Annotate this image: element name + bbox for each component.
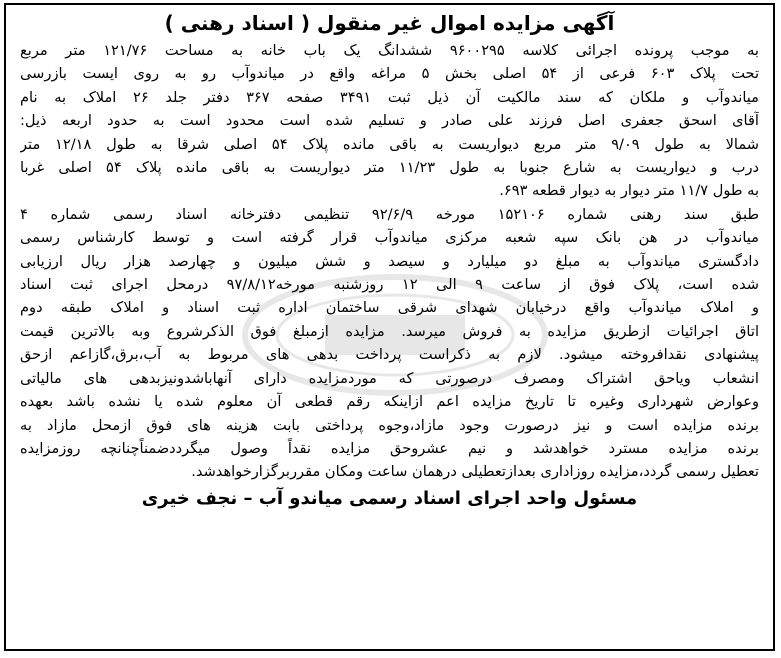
paragraph-2-line: طبق سند رهنی شماره ۱۵۲۱۰۶ مورخه ۹۲/۶/۹ تنظیمی دفترخانه اسناد رسمی شماره ۴ <box>20 205 759 223</box>
notice-paragraph-2 <box>20 203 759 484</box>
paragraph-1-line: به موجب پرونده اجرائی کلاسه ۹۶۰۰۲۹۵ ششدانگ یک باب خانه به مساحت ۱۲۱/۷۶ متر مربع <box>20 42 759 59</box>
paragraph-2-line: انشعاب وياحق اشتراک ومصرف درصورتی که موردمزایده دارای آنهاباشدونیزبدهی های مالیاتی <box>20 369 759 387</box>
paragraph-1-line: میاندوآب و ملکان که سند مالکیت آن ذیل ثبت ۳۴۹۱ صفحه ۳۶۷ دفتر جلد ۲۶ املاک به نام <box>20 88 759 106</box>
paragraph-2-line: برنده مزایده است و نیز درصورت وجود مازاد،وجوه پرداختی بابت هزینه های فوق ازمحل مازاد به <box>20 416 759 434</box>
paragraph-2-line: وعوارض شهرداری وغیره تا تاریخ مزایده اعم ازاینکه رقم قطعی آن معلوم شده یا نشده باشد بعهده <box>20 393 759 411</box>
paragraph-1-line: به طول ۱۱/۷ متر دیوار به دیوار قطعه ۶۹۳. <box>499 182 759 200</box>
paragraph-2-line: دادگستری میاندوآب به مبلغ دو میلیارد و سیصد و شش میلیون و چهارصد هزار ریال ارزیابی <box>20 252 759 270</box>
paragraph-1-line: شمالا به طول ۹/۰۹ متر مربع دیواریست به باقی مانده پلاک ۵۴ اصلی شرقا به طول ۱۲/۱۸ متر <box>20 135 759 153</box>
notice-frame <box>4 3 775 651</box>
paragraph-2-line: و املاک میاندوآب واقع درخیابان شهدای شرقی ساختمان اداره ثبت اسناد و املاک طبقه دوم <box>20 299 759 317</box>
paragraph-2-line: شده است، پلاک فوق از ساعت ۹ الی ۱۲ روزشنبه مورخه۹۷/۸/۱۲ درمحل اجرای ثبت اسناد <box>20 276 759 294</box>
paragraph-2-line: پیشنهادی نقدافروخته میشود. لازم به ذکراست پرداخت بدهی های مربوط به آب،برق،گازاعم ازحق <box>20 346 759 364</box>
notice-paragraph-1 <box>20 39 759 203</box>
notice-signature: مسئول واحد اجرای اسناد رسمی میاندو آب – نجف خیری <box>141 487 638 509</box>
notice-title: آگهی مزایده اموال غیر منقول ( اسناد رهنی ) <box>164 11 615 35</box>
paragraph-1-line: آقای اسحق جعفری اصل فرزند علی صادر و تسلیم شده است محدود است به حدود اربعه ذیل: <box>20 112 759 130</box>
paragraph-2-line: تعطیل رسمی گردد،مزایده روزاداری بعدازتعطیلی درهمان ساعت ومکان مقرربرگزارخواهدشد. <box>191 463 759 481</box>
paragraph-2-line: برنده مزایده مسترد خواهدشد و نیم عشروحق مزایده نقداً وصول میگرددضمناًچنانچه روزمزایده <box>20 439 759 457</box>
paragraph-1-line: درب و دیواریست به شارع جنوبا به طول ۱۱/۲۳ متر دیواریست به باقی مانده پلاک ۵۴ اصلی غربا <box>20 159 759 177</box>
paragraph-1-line: تحت پلاک ۶۰۳ فرعی از ۵۴ اصلی بخش ۵ مراغه واقع در میاندوآب رو به روی ایست بازرسی <box>20 65 759 83</box>
paragraph-2-line: میاندوآب در هن بانک سپه شعبه مرکزی میاندوآب قرار گرفته است و توسط کارشناس رسمی <box>20 229 759 247</box>
paragraph-2-line: اتاق اجرائیات ازطریق مزایده به فروش میرسد. مزایده ازمبلغ فوق الذکرشروع وبه بالاترین قیمت <box>20 322 759 340</box>
